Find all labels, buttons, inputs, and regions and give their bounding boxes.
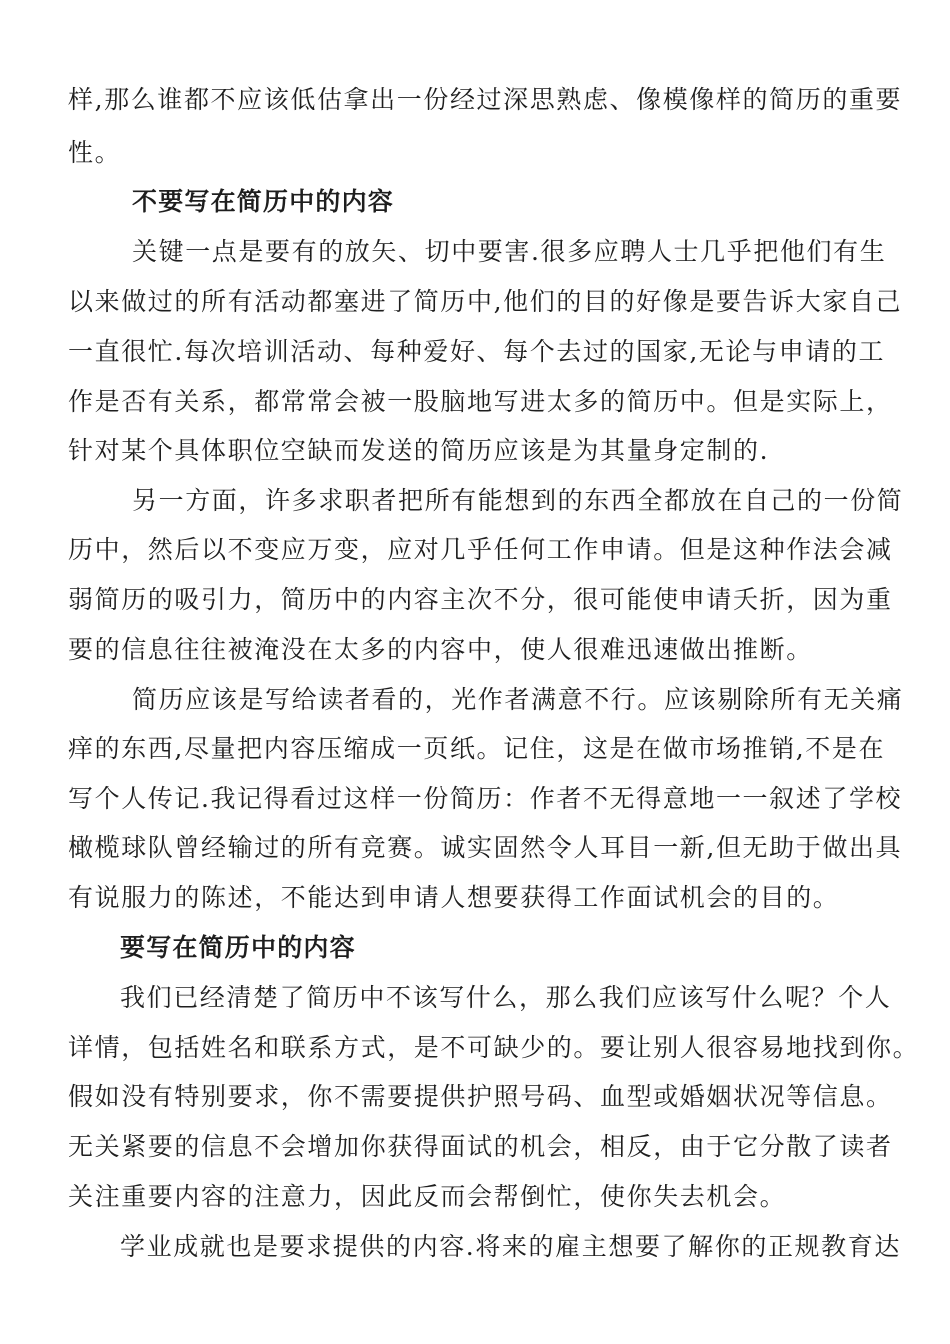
text-line: 我们已经清楚了简历中不该写什么，那么我们应该写什么呢？个人 (120, 983, 892, 1012)
text-line: 无关紧要的信息不会增加你获得面试的机会，相反，由于它分散了读者 (68, 1132, 893, 1161)
text-line: 另一方面，许多求职者把所有能想到的东西全都放在自己的一份简 (132, 486, 904, 515)
text-line: 痒的东西,尽量把内容压缩成一页纸。记住，这是在做市场推销,不是在 (68, 734, 886, 763)
text-line: 样,那么谁都不应该低估拿出一份经过深思熟虑、像模像样的简历的重要 (68, 85, 903, 114)
text-line: 一直很忙.每次培训活动、每种爱好、每个去过的国家,无论与申请的工 (68, 337, 886, 366)
text-line: 假如没有特别要求，你不需要提供护照号码、血型或婚姻状况等信息。 (68, 1082, 893, 1111)
text-line: 针对某个具体职位空缺而发送的简历应该是为其量身定制的. (68, 436, 770, 465)
text-line: 写个人传记.我记得看过这样一份简历：作者不无得意地一一叙述了学校 (68, 784, 903, 813)
text-line: 以来做过的所有活动都塞进了简历中,他们的目的好像是要告诉大家自己 (68, 287, 903, 316)
section-heading-dont-write: 不要写在简历中的内容 (132, 187, 395, 216)
text-line: 历中，然后以不变应万变，应对几乎任何工作申请。但是这种作法会减 (68, 535, 893, 564)
text-line: 作是否有关系，都常常会被一股脑地写进太多的简历中。但是实际上， (68, 387, 893, 416)
text-line: 关注重要内容的注意力，因此反而会帮倒忙，使你失去机会。 (68, 1182, 787, 1211)
section-heading-do-write: 要写在简历中的内容 (120, 933, 356, 962)
text-line: 橄榄球队曾经输过的所有竞赛。诚实固然令人耳目一新,但无助于做出具 (68, 833, 903, 862)
text-line: 详情，包括姓名和联系方式，是不可缺少的。要让别人很容易地找到你。 (68, 1033, 920, 1062)
text-line: 关键一点是要有的放矢、切中要害.很多应聘人士几乎把他们有生 (132, 237, 887, 266)
text-line: 要的信息往往被淹没在太多的内容中，使人很难迅速做出推断。 (68, 635, 813, 664)
text-line: 有说服力的陈述，不能达到申请人想要获得工作面试机会的目的。 (68, 883, 840, 912)
text-line: 学业成就也是要求提供的内容.将来的雇主想要了解你的正规教育达 (120, 1232, 901, 1261)
text-line: 弱简历的吸引力，简历中的内容主次不分，很可能使申请夭折，因为重 (68, 585, 893, 614)
text-line: 简历应该是写给读者看的，光作者满意不行。应该剔除所有无关痛 (132, 685, 904, 714)
text-line: 性。 (68, 138, 122, 167)
